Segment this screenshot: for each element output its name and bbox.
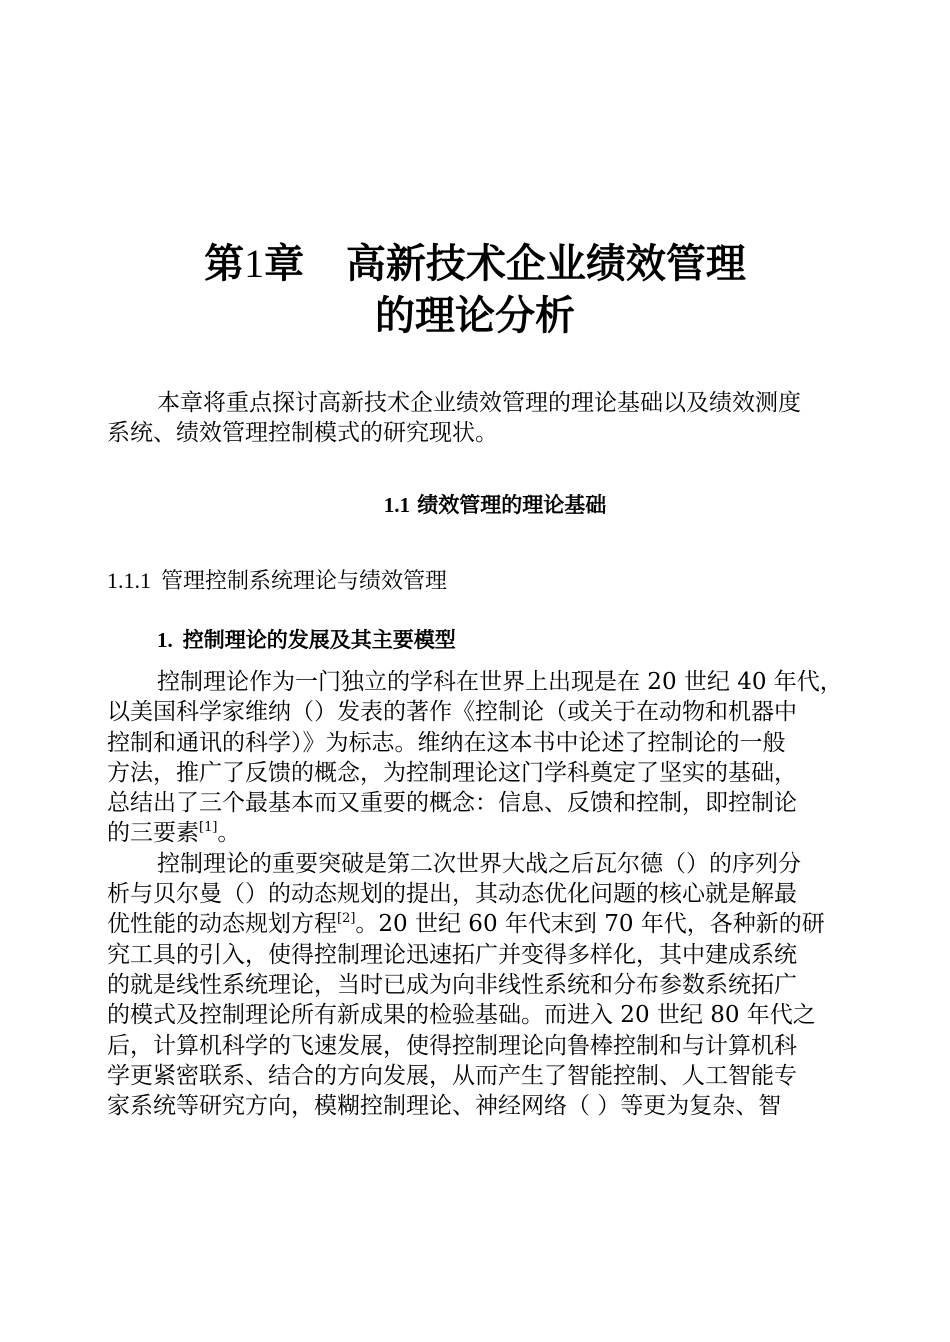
text-line: 的模式及控制理论所有新成果的检验基础。而进入 20 世纪 80 年代之 [107, 1002, 816, 1029]
chapter-title-line1 [0, 238, 950, 290]
citation-ref: [2] [337, 911, 356, 927]
section-number: 1.1 [383, 493, 410, 517]
text-line: 控制和通讯的科学）》为标志。维纳在这本书中论述了控制论的一般 [107, 729, 786, 756]
subheading-number: 1. [157, 628, 173, 652]
text-fragment: 。 [217, 820, 241, 847]
text-line: 究工具的引入，使得控制理论迅速拓广并变得多样化，其中建成系统 [107, 941, 797, 968]
text-line: 学更紧密联系、结合的方向发展，从而产生了智能控制、人工智能专 [107, 1062, 797, 1089]
text-line [107, 818, 890, 848]
chapter-prefix: 第 [204, 240, 245, 287]
text-line: 控制理论的重要突破是第二次世界大战之后瓦尔德（）的序列分 [157, 850, 801, 877]
paragraph [107, 849, 890, 1122]
text-line: 家系统等研究方向，模糊控制理论、神经网络（ ）等更为复杂、智 [107, 1093, 782, 1120]
chapter-intro [107, 388, 890, 448]
body-text [107, 667, 890, 1121]
subheading [157, 625, 456, 655]
text-line: 以美国科学家维纳（）发表的著作《控制论（或关于在动物和机器中 [107, 699, 797, 726]
chapter-title [0, 238, 950, 342]
text-line: 析与贝尔曼（）的动态规划的提出，其动态优化问题的核心就是解最 [107, 881, 797, 908]
intro-line: 本章将重点探讨高新技术企业绩效管理的理论基础以及绩效测度 [157, 390, 801, 416]
text-line: 总结出了三个最基本而又重要的概念：信息、反馈和控制，即控制论 [107, 790, 797, 817]
citation-ref: [1] [199, 820, 218, 836]
text-fragment: 。20 世纪 60 年代末到 70 年代，各种新的研 [355, 911, 825, 938]
subheading-title: 控制理论的发展及其主要模型 [182, 627, 456, 652]
text-fragment: 的三要素 [107, 820, 199, 847]
subsection-heading [107, 566, 447, 597]
subsection-title: 管理控制系统理论与绩效管理 [161, 569, 448, 594]
chapter-number: 1 [244, 241, 265, 286]
chapter-title-line2: 的理论分析 [375, 292, 575, 339]
text-line: 后，计算机科学的飞速发展，使得控制理论向鲁棒控制和与计算机科 [107, 1032, 797, 1059]
text-fragment: 优性能的动态规划方程 [107, 911, 337, 938]
chapter-title-rest: 章 高新技术企业绩效管理 [264, 240, 746, 287]
text-line [107, 909, 890, 939]
subsection-number: 1.1.1 [107, 568, 151, 593]
text-line: 控制理论作为一门独立的学科在世界上出现是在 20 世纪 40 年代， [157, 669, 843, 695]
text-line: 方法，推广了反馈的概念，为控制理论这门学科奠定了坚实的基础， [107, 759, 797, 786]
section-heading [0, 490, 950, 520]
intro-line: 系统、绩效管理控制模式的研究现状。 [107, 420, 498, 446]
section-title: 绩效管理的理论基础 [417, 492, 607, 517]
text-line: 的就是线性系统理论，当时已成为向非线性系统和分布参数系统拓广 [107, 971, 797, 998]
paragraph [107, 667, 890, 849]
